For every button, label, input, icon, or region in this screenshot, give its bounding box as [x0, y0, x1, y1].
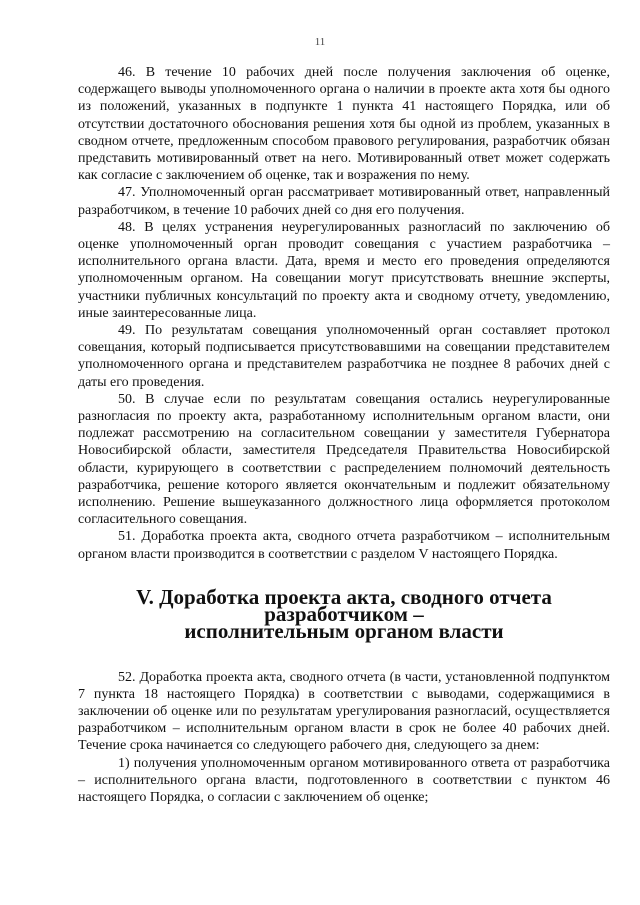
section-heading: [78, 584, 610, 644]
paragraph-50: 50. В случае если по результатам совещания остались неурегулированные разногласия по проекту акта, разработанному исполнительным органом власти, они подлежат рассмотрению на согласительном совещании у заместителя Губернатора Новосибирской области, заместителя Председателя Правительства Новосибирской области, курирующего в соответствии с распределением полномочий деятельность разработчика, решение которого является окончательным и подлежит обязательному исполнению. Решение вышеуказанного должностного лица оформляется протоколом согласительного совещания.: [78, 391, 610, 528]
paragraph-51: 51. Доработка проекта акта, сводного отчета разработчиком – исполнительным органом власти производится в соответствии с разделом V настоящего Порядка.: [78, 529, 610, 562]
section-heading-line-1: V. Доработка проекта акта, сводного отчета разработчиком –: [136, 584, 552, 627]
paragraph-48: 48. В целях устранения неурегулированных разногласий по заключению об оценке уполномоченный орган проводит совещания с участием разработчика – исполнительного органа власти. Дата, время и место его проведения определяются уполномоченным органом. На совещании могут присутствовать внешние эксперты, участники публичных консультаций по проекту акта и сводному отчету, уведомлению, иные заинтересованные лица.: [78, 219, 610, 321]
document-body: [78, 64, 610, 806]
paragraph-47: 47. Уполномоченный орган рассматривает мотивированный ответ, направленный разработчиком, в течение 10 рабочих дней со дня его получения.: [78, 185, 610, 218]
paragraph-46: 46. В течение 10 рабочих дней после получения заключения об оценке, содержащего выводы уполномоченного органа о наличии в проекте акта хотя бы одного из положений, указанных в подпункте 1 пункта 41 настоящего Порядка, или об отсутствии достаточного обоснования решения хотя бы одной из проблем, указанных в сводном отчете, предложенным способом правового регулирования, разработчик обязан представить мотивированный ответ на него. Мотивированный ответ может содержать как согласие с заключением об оценке, так и возражения по нему.: [78, 65, 610, 184]
paragraph-49: 49. По результатам совещания уполномоченный орган составляет протокол совещания, который подписывается присутствовавшими на совещании представителем уполномоченного органа и представителем разработчика не позднее 8 рабочих дней с даты его проведения.: [78, 323, 610, 390]
paragraph-52: 52. Доработка проекта акта, сводного отчета (в части, установленной подпунктом 7 пункта 18 настоящего Порядка) в соответствии с выводами, содержащимися в заключении об оценке или по результатам урегулирования разногласий, осуществляется разработчиком – исполнительным органом власти в срок не более 40 рабочих дней. Течение срока начинается со следующего рабочего дня, следующего за днем:: [78, 669, 610, 754]
paragraph-52-item-1: 1) получения уполномоченным органом мотивированного ответа от разработчика – исполнительного органа власти, подготовленного в соответствии с пунктом 46 настоящего Порядка, о согласии с заключением об оценке;: [78, 755, 610, 805]
page-number: 11: [314, 36, 326, 48]
section-heading-line-2: исполнительным органом власти: [184, 619, 504, 644]
